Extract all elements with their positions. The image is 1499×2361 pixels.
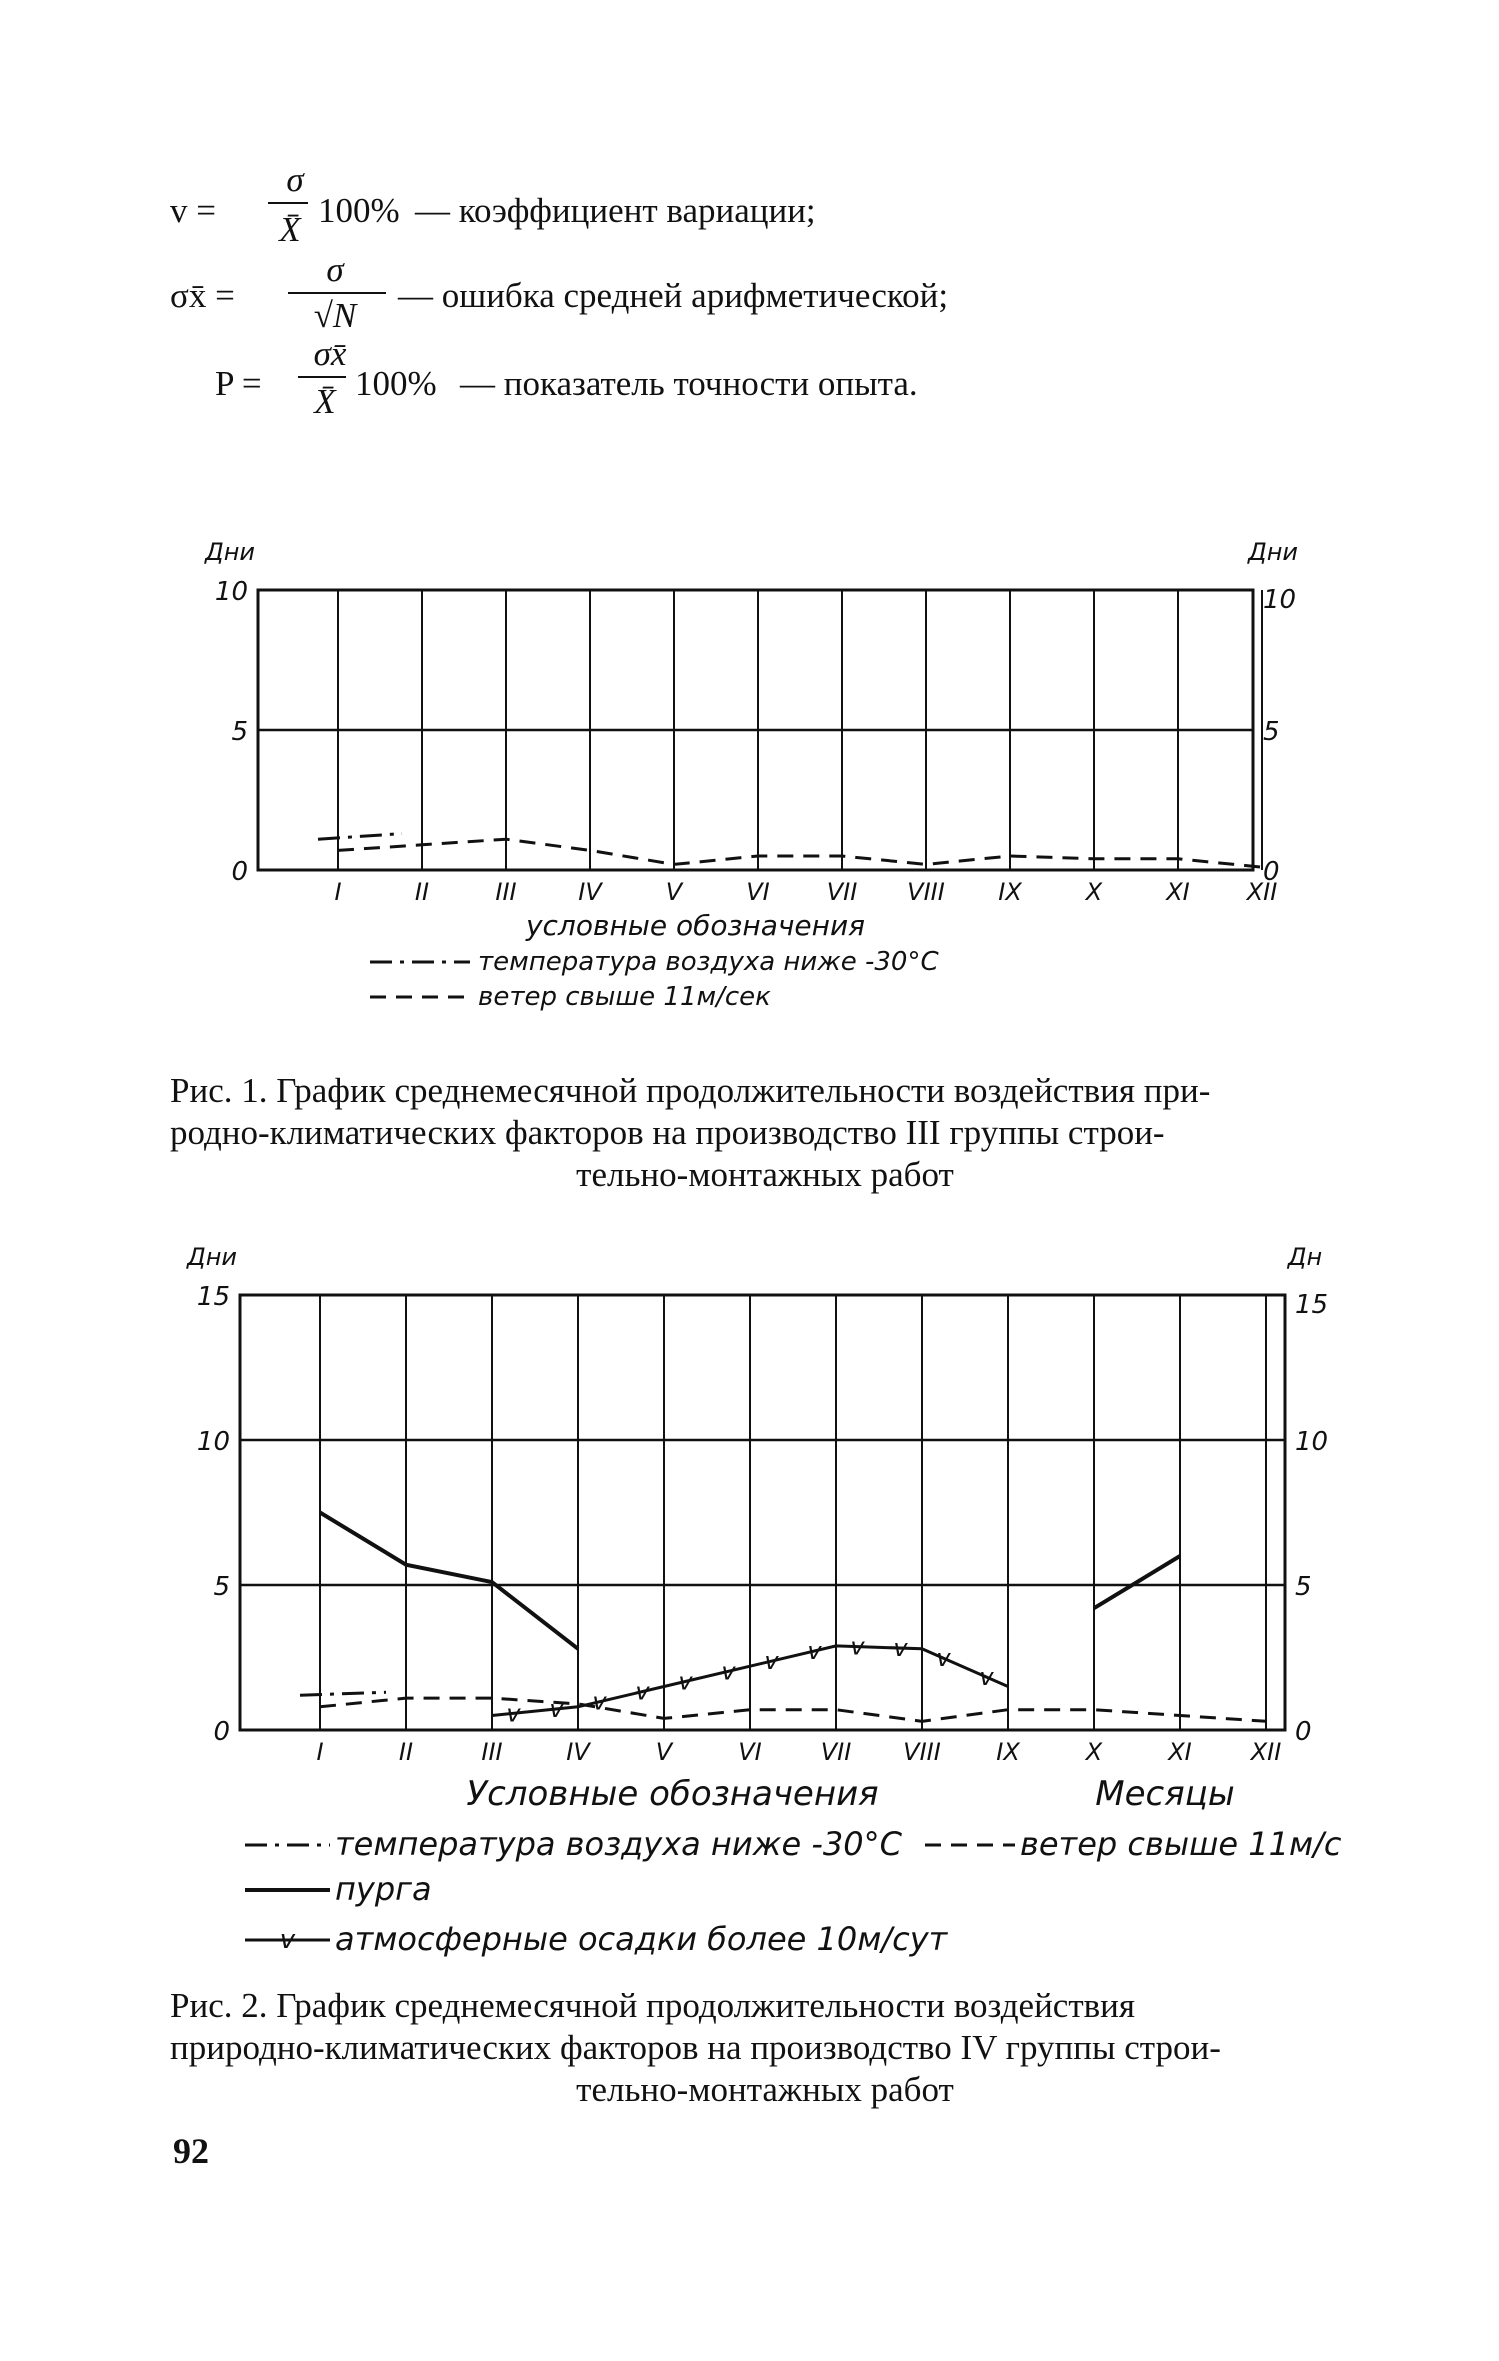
formula-description: — показатель точности опыта. <box>460 364 918 403</box>
y-tick-label-right: 10 <box>1263 585 1297 615</box>
series-line <box>338 839 1262 867</box>
formula-lhs: σx̄ = <box>170 276 235 315</box>
caption-line: Рис. 1. График среднемесячной продолжительности воздействия при- <box>170 1071 1211 1110</box>
legend-label: ветер свыше 11м/сек <box>478 982 771 1012</box>
y-axis-label-right: Дн <box>1287 1243 1323 1271</box>
legend-label: атмосферные осадки более 10м/сут <box>335 1920 948 1958</box>
formula-numerator: σ <box>286 160 304 199</box>
y-tick-label-right: 15 <box>1295 1290 1329 1320</box>
x-tick-label: IV <box>578 878 602 906</box>
series-marker: v <box>678 1667 693 1696</box>
series-marker: v <box>592 1687 607 1716</box>
formula-description: — коэффициент вариации; <box>415 191 816 230</box>
y-tick-label-right: 5 <box>1295 1572 1312 1602</box>
y-tick-label-right: 10 <box>1295 1427 1329 1457</box>
series-marker: v <box>721 1657 736 1686</box>
series-marker: v <box>979 1663 994 1692</box>
x-tick-label: V <box>655 1738 673 1766</box>
figure2-caption <box>170 1985 1360 2111</box>
caption-line: Рис. 2. График среднемесячной продолжительности воздействия <box>170 1986 1135 2025</box>
x-tick-label: III <box>495 878 517 906</box>
x-tick-label: III <box>481 1738 503 1766</box>
formula-suffix: 100% <box>318 191 400 230</box>
series-marker: v <box>506 1699 521 1728</box>
x-tick-label: VI <box>746 878 770 906</box>
x-tick-label: VII <box>826 878 858 906</box>
series-line <box>318 834 402 840</box>
x-tick-label: II <box>414 878 430 906</box>
y-axis-label-right: Дни <box>1247 538 1299 566</box>
formula-denominator: X̄ <box>279 210 301 249</box>
x-tick-label: VIII <box>903 1738 941 1766</box>
legend-label: пурга <box>335 1870 432 1908</box>
series-marker: v <box>807 1636 822 1665</box>
formula-denominator: X̄ <box>314 382 336 421</box>
formula-numerator: σx̄ <box>313 334 347 373</box>
x-tick-label: X <box>1085 878 1103 906</box>
legend-label: ветер свыше 11м/с <box>1020 1825 1342 1863</box>
series-marker: v <box>764 1647 779 1676</box>
series-marker: v <box>936 1644 951 1673</box>
y-tick-label-left: 10 <box>196 1427 230 1457</box>
x-tick-label: VIII <box>907 878 945 906</box>
series-line <box>1094 1556 1180 1608</box>
figure1-caption <box>170 1070 1360 1196</box>
y-tick-label-left: 5 <box>213 1572 230 1602</box>
y-tick-label-right: 5 <box>1263 717 1280 747</box>
formula-lhs: P = <box>215 364 262 403</box>
formula-numerator: σ <box>326 250 344 289</box>
formula-denominator: √N <box>313 296 357 335</box>
x-axis-label: Месяцы <box>1095 1774 1235 1814</box>
x-tick-label: I <box>316 1738 324 1766</box>
legend-title: условные обозначения <box>525 909 866 942</box>
series-marker: v <box>893 1634 908 1663</box>
legend-marker: v <box>279 1925 296 1955</box>
y-axis-label-left: Дни <box>186 1243 238 1271</box>
formula-description: — ошибка средней арифметической; <box>398 276 949 315</box>
legend-title: Условные обозначения <box>466 1774 879 1814</box>
y-tick-label-left: 15 <box>196 1282 230 1312</box>
caption-line: тельно-монтажных работ <box>576 1155 954 1194</box>
series-marker: v <box>635 1677 650 1706</box>
x-tick-label: X <box>1085 1738 1103 1766</box>
series-line <box>320 1698 1266 1721</box>
y-tick-label-left: 0 <box>231 857 248 887</box>
x-tick-label: IV <box>566 1738 590 1766</box>
y-tick-label-right: 0 <box>1295 1717 1312 1747</box>
y-tick-label-left: 10 <box>214 577 248 607</box>
x-tick-label: XI <box>1168 1738 1192 1766</box>
y-axis-label-left: Дни <box>204 538 256 566</box>
series-line <box>300 1692 386 1695</box>
formula-suffix: 100% <box>355 364 437 403</box>
series-marker: v <box>850 1632 865 1661</box>
x-tick-label: VI <box>738 1738 762 1766</box>
series-marker: v <box>549 1694 564 1723</box>
x-tick-label: I <box>334 878 342 906</box>
y-tick-label-right: 0 <box>1263 857 1280 887</box>
y-tick-label-left: 5 <box>231 717 248 747</box>
formula-lhs: v = <box>170 191 216 230</box>
y-tick-label-left: 0 <box>213 1717 230 1747</box>
series-line <box>320 1513 578 1649</box>
x-tick-label: IX <box>998 878 1022 906</box>
legend-label: температура воздуха ниже -30°С <box>478 947 939 977</box>
x-tick-label: XII <box>1250 1738 1282 1766</box>
page-number: 92 <box>173 2131 209 2171</box>
x-tick-label: VII <box>820 1738 852 1766</box>
x-tick-label: IX <box>996 1738 1020 1766</box>
legend-label: температура воздуха ниже -30°С <box>335 1825 902 1863</box>
x-tick-label: II <box>398 1738 414 1766</box>
x-tick-label: XI <box>1166 878 1190 906</box>
caption-line: родно-климатических факторов на производство III группы строи- <box>170 1113 1165 1152</box>
x-tick-label: V <box>665 878 683 906</box>
caption-line: природно-климатических факторов на производство IV группы строи- <box>170 2028 1221 2067</box>
x-tick-label: XII <box>1246 878 1278 906</box>
caption-line: тельно-монтажных работ <box>576 2070 954 2109</box>
